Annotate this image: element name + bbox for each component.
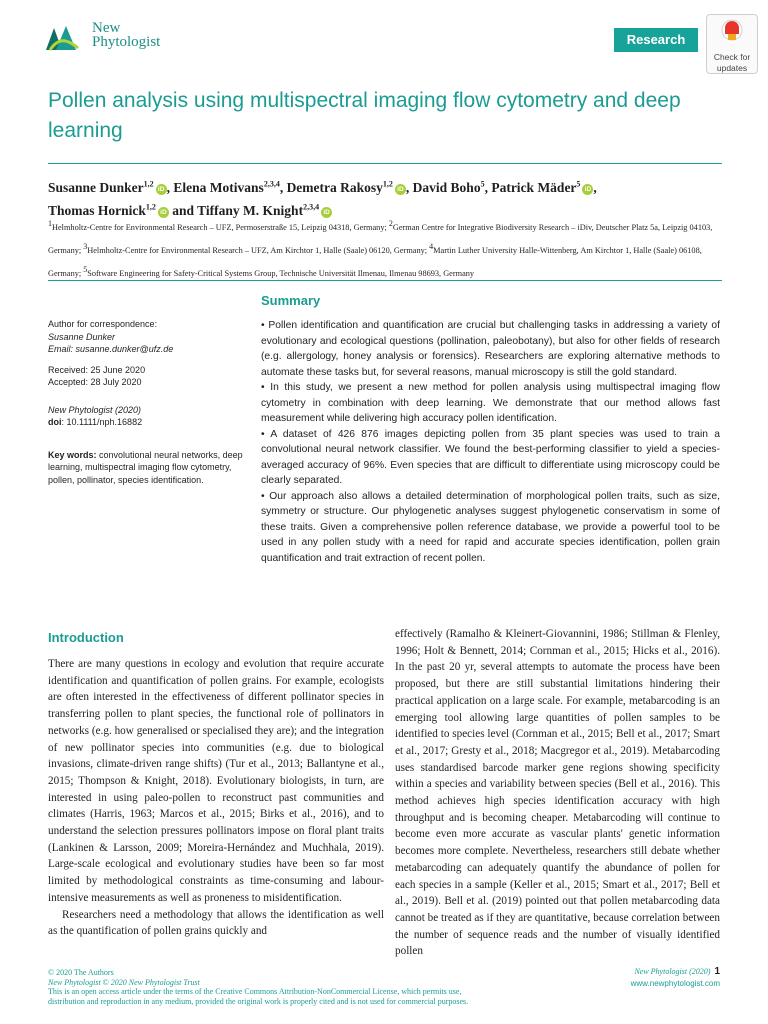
footer-trust: New Phytologist © 2020 New Phytologist Trust <box>48 977 200 987</box>
article-sidebar <box>48 318 243 486</box>
affiliations <box>48 214 728 284</box>
author-affiliation-marker: 1,2 <box>143 179 154 188</box>
affiliation-text: German Centre for Integrative Biodiversity Research – iDiv, Deutscher Platz 5a, Leipzig 04103, Germany; <box>48 222 713 256</box>
author-entry <box>413 180 492 195</box>
summary-bullet: • Our approach also allows a detailed determination of morphological pollen traits, such as size, symmetry or structure. Our phylogenetic analyses suggest phylogenetic conservatism in some of these traits. Given a comprehensive pollen reference database, we provide a powerful tool to be used in any pollen study with a need for rapid and accurate species identification, pollen grain quantification and trait extraction of recent pollen. <box>261 490 720 564</box>
author-entry <box>48 180 173 195</box>
title-rule <box>48 163 722 164</box>
affiliation-text: Software Engineering for Safety-Critical Systems Group, Technische Universität Ilmenau, Ilmenau 98693, Germany <box>87 269 475 279</box>
author-separator: and <box>168 203 198 218</box>
author-separator: , <box>279 179 287 195</box>
orcid-icon[interactable]: iD <box>582 184 593 195</box>
sidebar-journal-year: New Phytologist (2020) <box>48 404 142 415</box>
summary-bullet: • Pollen identification and quantification are crucial but challenging tasks in addressing a variety of evolutionary and ecological questions (pollination, paleobotany), but also for other fields of research (e.g. allergology, honey analysis or forensics). Researchers are exploring alternative methods to automate these tasks but, for several reasons, manual microscopy is still the gold standard. <box>261 320 720 378</box>
journal-name[interactable]: New Phytologist <box>92 20 161 50</box>
affiliation-text: Martin Luther University Halle-Wittenberg, Am Kirchtor 1, Halle (Saale) 06108, Germany; <box>48 246 702 279</box>
footer-journal-year: New Phytologist (2020) <box>634 967 711 976</box>
affiliation-number: 4 <box>429 242 434 252</box>
author-affiliation-marker: 2,3,4 <box>303 202 320 212</box>
author-name: Susanne Dunker <box>48 179 144 195</box>
author-entry <box>491 180 596 195</box>
received-date: Received: 25 June 2020 <box>48 364 146 375</box>
check-for-updates-button[interactable]: Check for updates <box>706 14 758 74</box>
section-label: Research <box>614 28 698 52</box>
footer-license: This is an open access article under the terms of the Creative Commons Attribution-NonCommercial License, which permits use, <box>48 987 462 996</box>
author-entry <box>287 180 413 195</box>
orcid-icon[interactable]: iD <box>321 207 332 218</box>
intro-right-column <box>395 626 720 960</box>
affiliation-number: 5 <box>83 265 88 275</box>
author-separator: , <box>405 179 413 195</box>
author-affiliation-marker: 5 <box>576 179 581 188</box>
orcid-icon[interactable]: iD <box>158 207 169 218</box>
affiliation-entry <box>83 242 430 256</box>
author-affiliation-marker: 1,2 <box>382 179 393 188</box>
paragraph: There are many questions in ecology and evolution that require accurate identification and quantification of pollen grains. For example, ecologists are often interested in the effectiveness of different pollinator species in transferring pollen to plant species, the functional role of pollinators in networks (e.g. how generalised or specialised they are); and the integration of new pollinator species into communities (e.g. due to biological invasions, climate-driven range shifts) (Tur et al., 2013; Ballantyne et al., 2015; Thompson & Knight, 2018). Evolutionary biologists, in turn, are interested in using paleo-pollen to reconstruct past communities and climates (Harris, 1963; Marcos et al., 2015; Birks et al., 2016), and to understand the selection pressures pollinators impose on floral plant traits (Lankinen & Larsson, 2009; Moreira-Hernández and Muchhala, 2019). Large-scale ecological and evolutionary studies have been so far most limited by methodological constraints as time-consuming and labour-intensive measurements as well as proneness to misidentification. <box>48 658 384 904</box>
doi <box>48 416 243 429</box>
author-separator: , <box>484 179 492 195</box>
summary-bullet: • In this study, we present a new method for pollen analysis using multispectral imaging flow cytometry in combination with deep learning. We demonstrate that our method allows fast measurement while delivering high accuracy pollen identification. <box>261 382 720 424</box>
keywords <box>48 449 243 487</box>
author-entry <box>173 180 286 195</box>
affiliation-number: 1 <box>48 219 52 228</box>
journal-url[interactable]: www.newphytologist.com <box>630 979 720 988</box>
author-affiliation-marker: 5 <box>480 179 485 188</box>
affiliation-rule <box>48 280 722 281</box>
author-name: Demetra Rakosy <box>286 179 383 195</box>
author-name: David Boho <box>412 179 481 195</box>
author-separator: , <box>593 179 597 195</box>
summary-heading: Summary <box>261 293 321 308</box>
footer-right <box>560 966 720 990</box>
correspondence-email[interactable]: Email: susanne.dunker@ufz.de <box>48 344 174 354</box>
affiliation-number: 2 <box>388 219 393 228</box>
check-updates-icon <box>719 18 745 46</box>
intro-left-column <box>48 656 384 940</box>
paragraph: Researchers need a methodology that allows the identification as well as the quantification of pollen grains quickly and <box>48 908 384 938</box>
affiliation-number: 3 <box>83 242 88 252</box>
affiliation-text: Helmholtz-Centre for Environmental Research – UFZ, Am Kirchtor 1, Halle (Saale) 06120, Germany; <box>87 246 430 256</box>
author-affiliation-marker: 1,2 <box>145 202 156 212</box>
paragraph: effectively (Ramalho & Kleinert-Giovannini, 1986; Stillman & Flenley, 1996; Holt & Bennett, 2014; Cornman et al., 2015; Hicks et al., 2016). In the past 20 yr, several attempts to automate the process have been proposed, but there are still substantial limitations hindering their practical application on a large scale. For example, metabarcoding is an emerging tool allowing large quantities of pollen samples to be identified to species level (Cornman et al., 2015; Bell et al., 2017; Smart et al., 2017; Gresty et al., 2018; Macgregor et al., 2019). Metabarcoding uses standardised barcode marker gene regions showing specificity within a species and variability between species (Bell et al., 2016). This method achieves high species identification accuracy with high throughput and is becoming cheaper. Metabarcoding will continue to become even more accurate as vascular plants' genetic information becomes more complete. Nevertheless, researchers still debate whether metabarcoding can adequately quantify the abundance of pollen for each species in a sample (Keller et al., 2015; Smart et al., 2017; Bell et al., 2019). Bell et al. (2019) pointed out that pollen metabarcoding data cannot be treated as if they are quantitative, because correlation between the number of sequence reads and the number of visually identified pollen <box>395 628 720 958</box>
author-name: Elena Motivans <box>173 179 264 195</box>
accepted-date: Accepted: 28 July 2020 <box>48 377 142 387</box>
summary-bullet: • A dataset of 426 876 images depicting pollen from 35 plant species was used to train a convolutional neural network classifier. We found the best-performing classifier to yield a species-averaged accuracy of 96%. Even species that are difficult to differentiate using microscopy could be clearly separated. <box>261 428 720 486</box>
page-number: 1 <box>714 966 720 977</box>
affiliation-entry <box>83 265 475 279</box>
affiliation-entry <box>48 219 389 232</box>
author-name: Tiffany M. Knight <box>197 203 304 218</box>
author-name: Patrick Mäder <box>491 179 577 195</box>
doi-value[interactable]: : 10.1111/nph.16882 <box>61 417 143 427</box>
keywords-label: Key words: <box>48 449 97 460</box>
doi-label: doi <box>48 417 62 427</box>
author-name: Thomas Hornick <box>48 203 146 218</box>
footer-left <box>48 968 468 1006</box>
correspondence-label: Author for correspondence: <box>48 319 158 329</box>
article-title: Pollen analysis using multispectral imaging flow cytometry and deep learning <box>48 89 681 142</box>
journal-logo-icon <box>44 24 80 52</box>
introduction-heading: Introduction <box>48 630 124 645</box>
author-separator: , <box>166 179 174 195</box>
footer-copyright: © 2020 The Authors <box>48 968 114 977</box>
keywords-text: convolutional neural networks, deep learning, multispectral imaging flow cytometry, pollen, pollinator, species identification. <box>48 449 243 485</box>
orcid-icon[interactable]: iD <box>395 184 406 195</box>
correspondence-name: Susanne Dunker <box>48 331 116 342</box>
footer-license: distribution and reproduction in any medium, provided the original work is properly cited and is not used for commercial purposes. <box>48 996 469 1006</box>
author-affiliation-marker: 2,3,4 <box>263 179 280 188</box>
affiliation-text: Helmholtz-Centre for Environmental Research – UFZ, Permoserstraße 15, Leipzig 04318, Germany; <box>52 222 389 232</box>
summary-body <box>261 318 720 566</box>
orcid-icon[interactable]: iD <box>156 184 167 195</box>
